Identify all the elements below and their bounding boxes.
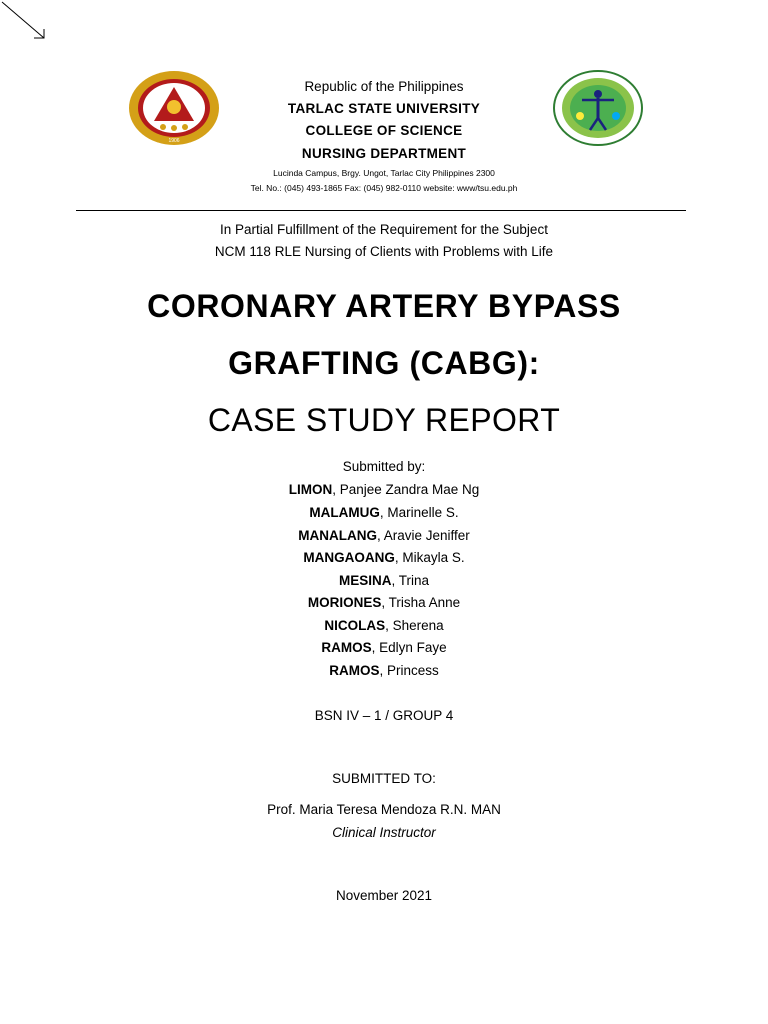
member-name bbox=[0, 573, 768, 588]
member-name bbox=[0, 640, 768, 655]
seal-year: 1906 bbox=[168, 138, 180, 144]
member-surname: MORIONES bbox=[307, 595, 382, 610]
contact-line: Tel. No.: (045) 493-1865 Fax: (045) 982-0110 website: www/tsu.edu.ph bbox=[250, 183, 518, 193]
member-surname: MESINA bbox=[338, 573, 392, 588]
department-name: NURSING DEPARTMENT bbox=[301, 146, 467, 161]
title-line-1: CORONARY ARTERY BYPASS bbox=[147, 288, 621, 324]
member-given-name: , Trina bbox=[391, 573, 430, 588]
republic-line: Republic of the Philippines bbox=[304, 79, 464, 94]
member-given-name: , Panjee Zandra Mae Ng bbox=[332, 482, 480, 497]
member-given-name: , Sherena bbox=[385, 618, 444, 633]
arrow-icon bbox=[0, 0, 50, 44]
member-given-name: , Aravie Jeniffer bbox=[376, 528, 470, 543]
member-surname: RAMOS bbox=[329, 663, 380, 678]
header-divider bbox=[76, 210, 686, 211]
title-line-3: CASE STUDY REPORT bbox=[207, 402, 561, 438]
member-name bbox=[0, 505, 768, 520]
member-given-name: , Edlyn Faye bbox=[371, 640, 447, 655]
instructor-role: Clinical Instructor bbox=[332, 825, 436, 840]
subject-line: NCM 118 RLE Nursing of Clients with Problems with Life bbox=[214, 244, 554, 259]
member-name bbox=[0, 595, 768, 610]
member-given-name: , Trisha Anne bbox=[381, 595, 461, 610]
submission-date: November 2021 bbox=[335, 888, 433, 903]
member-given-name: , Princess bbox=[379, 663, 439, 678]
member-surname: MANGAOANG bbox=[303, 550, 395, 565]
title-line-2: GRAFTING (CABG): bbox=[228, 345, 540, 381]
member-surname: MANALANG bbox=[298, 528, 377, 543]
submitted-to-label: SUBMITTED TO: bbox=[332, 771, 436, 786]
member-surname: RAMOS bbox=[321, 640, 372, 655]
submitted-by-label: Submitted by: bbox=[342, 459, 426, 474]
member-surname: MALAMUG bbox=[309, 505, 380, 520]
instructor-name: Prof. Maria Teresa Mendoza R.N. MAN bbox=[267, 802, 501, 817]
university-name: TARLAC STATE UNIVERSITY bbox=[287, 101, 481, 116]
member-given-name: , Mikayla S. bbox=[394, 550, 465, 565]
college-name: COLLEGE OF SCIENCE bbox=[305, 123, 463, 138]
fulfillment-line: In Partial Fulfillment of the Requirement for the Subject bbox=[220, 222, 548, 237]
member-given-name: , Marinelle S. bbox=[379, 505, 459, 520]
member-name bbox=[0, 663, 768, 678]
member-name bbox=[0, 482, 768, 497]
section-group: BSN IV – 1 / GROUP 4 bbox=[314, 708, 454, 723]
address-line: Lucinda Campus, Brgy. Ungot, Tarlac City Philippines 2300 bbox=[273, 168, 495, 178]
member-surname: LIMON bbox=[288, 482, 333, 497]
member-name bbox=[0, 528, 768, 543]
member-name bbox=[0, 550, 768, 565]
member-surname: NICOLAS bbox=[324, 618, 386, 633]
member-name bbox=[0, 618, 768, 633]
